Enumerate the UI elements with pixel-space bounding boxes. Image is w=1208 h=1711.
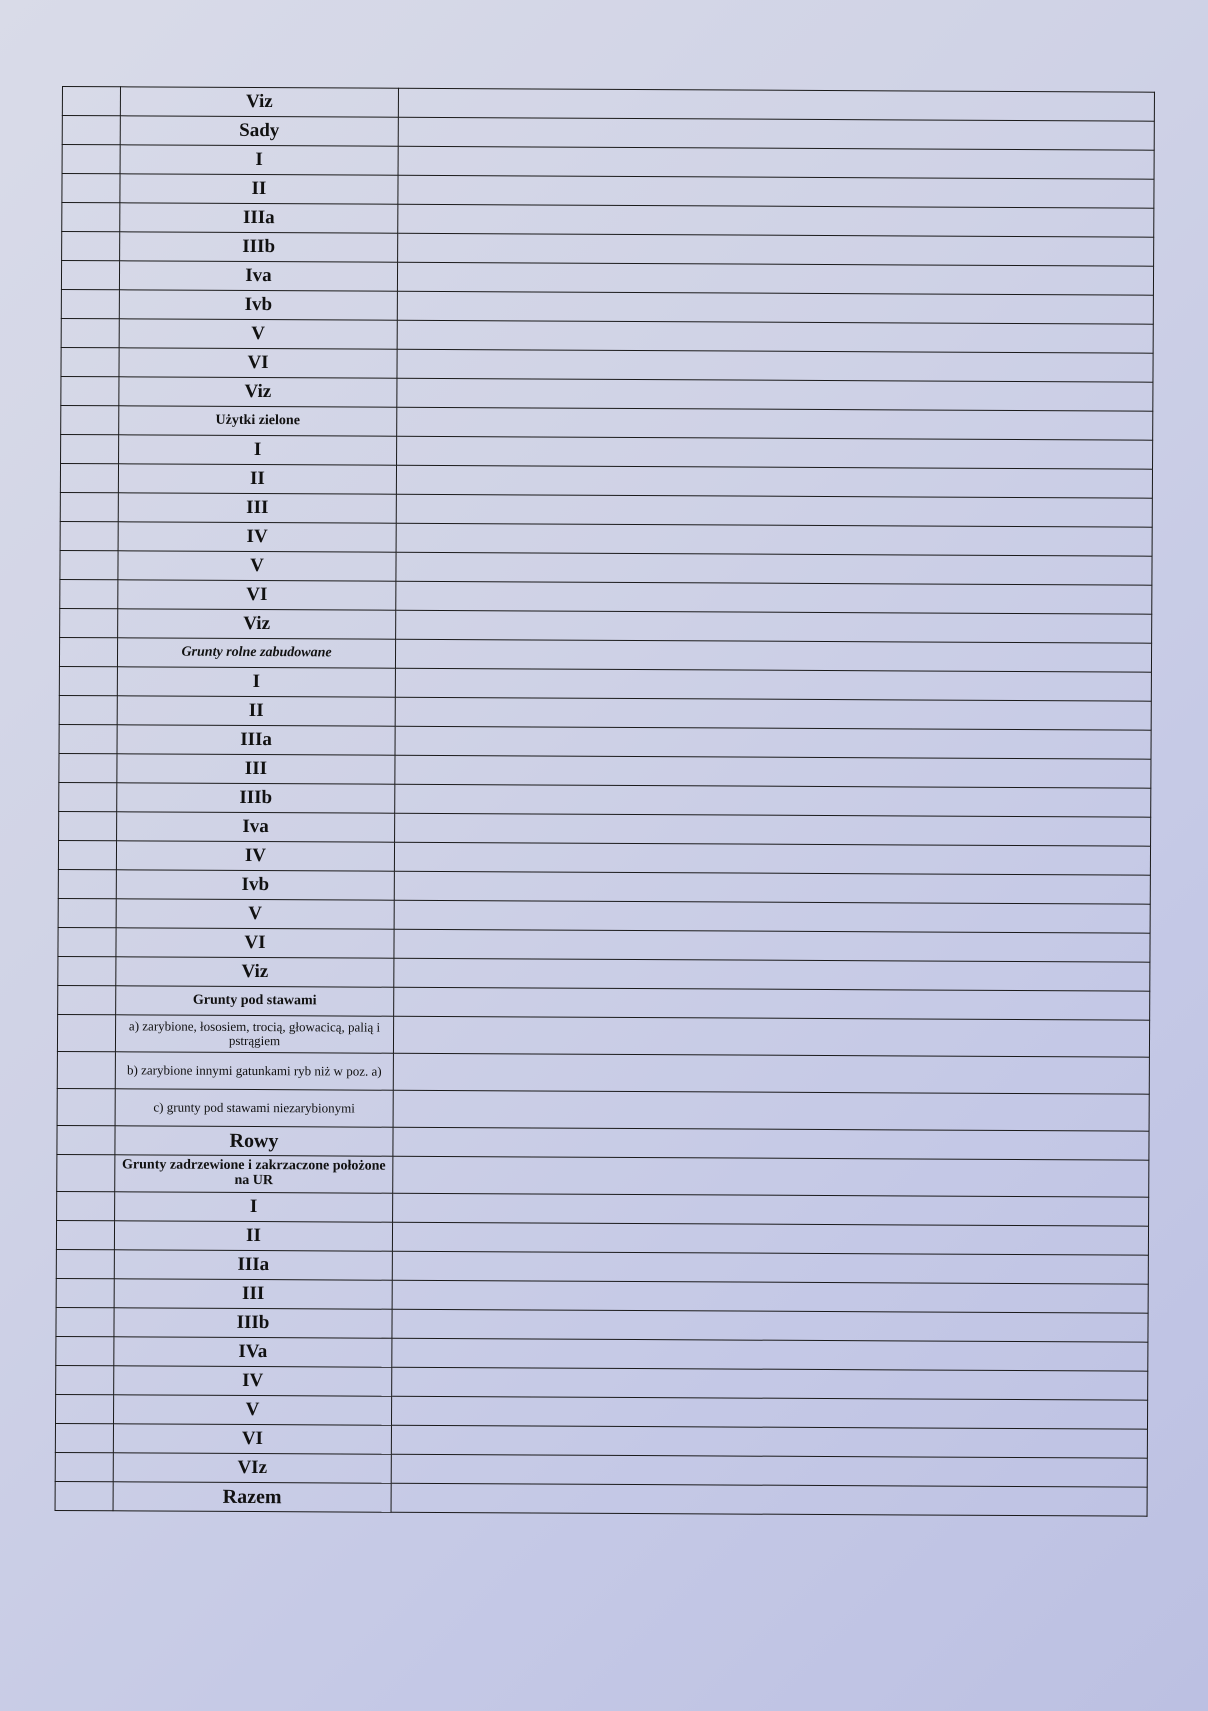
value-cell xyxy=(393,1127,1149,1160)
row-number-cell xyxy=(55,1452,113,1481)
class-label: VI xyxy=(116,928,394,958)
class-label: Viz xyxy=(116,957,394,987)
value-cell xyxy=(398,146,1154,179)
class-label: V xyxy=(119,319,397,349)
class-label: VIz xyxy=(113,1453,391,1483)
value-cell xyxy=(395,726,1151,759)
value-cell xyxy=(395,697,1151,730)
row-number-cell xyxy=(61,347,119,376)
value-cell xyxy=(392,1251,1148,1284)
row-number-cell xyxy=(56,1307,114,1336)
row-number-cell xyxy=(60,550,118,579)
row-number-cell xyxy=(62,203,120,232)
class-label: c) grunty pod stawami niezarybionymi xyxy=(115,1089,393,1127)
class-label: Rowy xyxy=(115,1126,393,1156)
class-label: IIIa xyxy=(114,1250,392,1280)
value-cell xyxy=(396,552,1152,585)
class-label: IV xyxy=(118,522,396,552)
section-label: Grunty rolne zabudowane xyxy=(117,638,395,668)
row-number-cell xyxy=(57,1088,115,1125)
value-cell xyxy=(397,407,1153,440)
row-number-cell xyxy=(58,956,116,985)
row-number-cell xyxy=(56,1336,114,1365)
class-label: II xyxy=(120,174,398,204)
class-label: IIIa xyxy=(120,203,398,233)
class-label: II xyxy=(114,1221,392,1251)
value-cell xyxy=(391,1425,1147,1458)
class-label: IIIa xyxy=(117,725,395,755)
value-cell xyxy=(392,1222,1148,1255)
class-label: IIIb xyxy=(117,783,395,813)
row-number-cell xyxy=(59,782,117,811)
row-number-cell xyxy=(56,1220,114,1249)
value-cell xyxy=(396,523,1152,556)
class-label: IVa xyxy=(114,1337,392,1367)
value-cell xyxy=(397,436,1153,469)
value-cell xyxy=(392,1280,1148,1313)
row-number-cell xyxy=(60,521,118,550)
class-label: Viz xyxy=(119,377,397,407)
class-label: IV xyxy=(116,841,394,871)
value-cell xyxy=(392,1367,1148,1400)
row-number-cell xyxy=(61,376,119,405)
class-label: Razem xyxy=(113,1482,391,1512)
row-number-cell xyxy=(57,1191,115,1220)
row-number-cell xyxy=(55,1423,113,1452)
row-number-cell xyxy=(59,666,117,695)
class-label: Iva xyxy=(119,261,397,291)
class-label: III xyxy=(117,754,395,784)
row-number-cell xyxy=(56,1278,114,1307)
class-label: VI xyxy=(113,1424,391,1454)
row-number-cell xyxy=(59,753,117,782)
class-label: b) zarybione innymi gatunkami ryb niż w poz. a) xyxy=(115,1052,393,1090)
value-cell xyxy=(393,1016,1149,1057)
section-label: Użytki zielone xyxy=(119,406,397,436)
document-sheet xyxy=(55,86,1154,1517)
row-number-cell xyxy=(57,1154,115,1191)
value-cell xyxy=(395,784,1151,817)
row-number-cell xyxy=(61,405,119,434)
land-class-table xyxy=(55,86,1155,1517)
value-cell xyxy=(391,1396,1147,1429)
value-cell xyxy=(391,1454,1147,1487)
table-row xyxy=(57,1088,1149,1131)
class-label: IV xyxy=(114,1366,392,1396)
value-cell xyxy=(397,320,1153,353)
value-cell xyxy=(398,233,1154,266)
row-number-cell xyxy=(61,318,119,347)
value-cell xyxy=(396,494,1152,527)
value-cell xyxy=(393,1053,1149,1094)
value-cell xyxy=(395,755,1151,788)
value-cell xyxy=(394,929,1150,962)
table-row xyxy=(55,1481,1147,1516)
row-number-cell xyxy=(59,724,117,753)
row-number-cell xyxy=(56,1249,114,1278)
row-number-cell xyxy=(56,1365,114,1394)
class-label: Ivb xyxy=(119,290,397,320)
class-label: Iva xyxy=(117,812,395,842)
row-number-cell xyxy=(57,1125,115,1154)
row-number-cell xyxy=(55,1481,113,1510)
class-label: VI xyxy=(118,580,396,610)
class-label: V xyxy=(113,1395,391,1425)
value-cell xyxy=(396,610,1152,643)
value-cell xyxy=(393,1193,1149,1226)
value-cell xyxy=(398,117,1154,150)
value-cell xyxy=(397,349,1153,382)
class-label: III xyxy=(118,493,396,523)
row-number-cell xyxy=(60,608,118,637)
row-number-cell xyxy=(60,492,118,521)
class-label: Sady xyxy=(120,116,398,146)
value-cell xyxy=(394,900,1150,933)
row-number-cell xyxy=(57,1014,115,1051)
value-cell xyxy=(392,1338,1148,1371)
row-number-cell xyxy=(58,869,116,898)
value-cell xyxy=(398,204,1154,237)
value-cell xyxy=(394,987,1150,1020)
value-cell xyxy=(397,378,1153,411)
class-label: IIIb xyxy=(120,232,398,262)
row-number-cell xyxy=(58,927,116,956)
class-label: II xyxy=(117,696,395,726)
row-number-cell xyxy=(62,116,120,145)
value-cell xyxy=(395,668,1151,701)
row-number-cell xyxy=(59,695,117,724)
class-label: VI xyxy=(119,348,397,378)
table-body xyxy=(55,87,1154,1517)
row-number-cell xyxy=(61,434,119,463)
value-cell xyxy=(392,1309,1148,1342)
class-label: IIIb xyxy=(114,1308,392,1338)
row-number-cell xyxy=(62,87,120,116)
value-cell xyxy=(393,1090,1149,1131)
class-label: a) zarybione, łososiem, trocią, głowacicą, palią i pstrągiem xyxy=(115,1015,393,1053)
class-label: I xyxy=(119,435,397,465)
value-cell xyxy=(391,1483,1147,1516)
row-number-cell xyxy=(62,174,120,203)
value-cell xyxy=(397,262,1153,295)
row-number-cell xyxy=(61,289,119,318)
value-cell xyxy=(397,291,1153,324)
class-label: V xyxy=(118,551,396,581)
class-label: II xyxy=(118,464,396,494)
class-label: V xyxy=(116,899,394,929)
class-label: Viz xyxy=(120,87,398,117)
row-number-cell xyxy=(61,261,119,290)
row-number-cell xyxy=(59,811,117,840)
row-number-cell xyxy=(62,232,120,261)
row-number-cell xyxy=(59,637,117,666)
row-number-cell xyxy=(60,579,118,608)
row-number-cell xyxy=(58,898,116,927)
value-cell xyxy=(395,639,1151,672)
class-label: I xyxy=(115,1192,393,1222)
value-cell xyxy=(398,88,1154,121)
value-cell xyxy=(396,581,1152,614)
section-label: Grunty pod stawami xyxy=(116,986,394,1016)
value-cell xyxy=(393,1156,1149,1197)
class-label: I xyxy=(120,145,398,175)
row-number-cell xyxy=(62,145,120,174)
value-cell xyxy=(396,465,1152,498)
class-label: I xyxy=(117,667,395,697)
class-label: Viz xyxy=(118,609,396,639)
value-cell xyxy=(398,175,1154,208)
value-cell xyxy=(394,958,1150,991)
row-number-cell xyxy=(55,1394,113,1423)
value-cell xyxy=(394,871,1150,904)
table-row xyxy=(57,1014,1149,1057)
row-number-cell xyxy=(58,840,116,869)
table-row xyxy=(57,1051,1149,1094)
table-row xyxy=(57,1154,1149,1197)
class-label: III xyxy=(114,1279,392,1309)
row-number-cell xyxy=(57,1051,115,1088)
value-cell xyxy=(395,813,1151,846)
row-number-cell xyxy=(58,985,116,1014)
value-cell xyxy=(394,842,1150,875)
section-label: Grunty zadrzewione i zakrzaczone położone na UR xyxy=(115,1155,393,1193)
class-label: Ivb xyxy=(116,870,394,900)
row-number-cell xyxy=(60,463,118,492)
